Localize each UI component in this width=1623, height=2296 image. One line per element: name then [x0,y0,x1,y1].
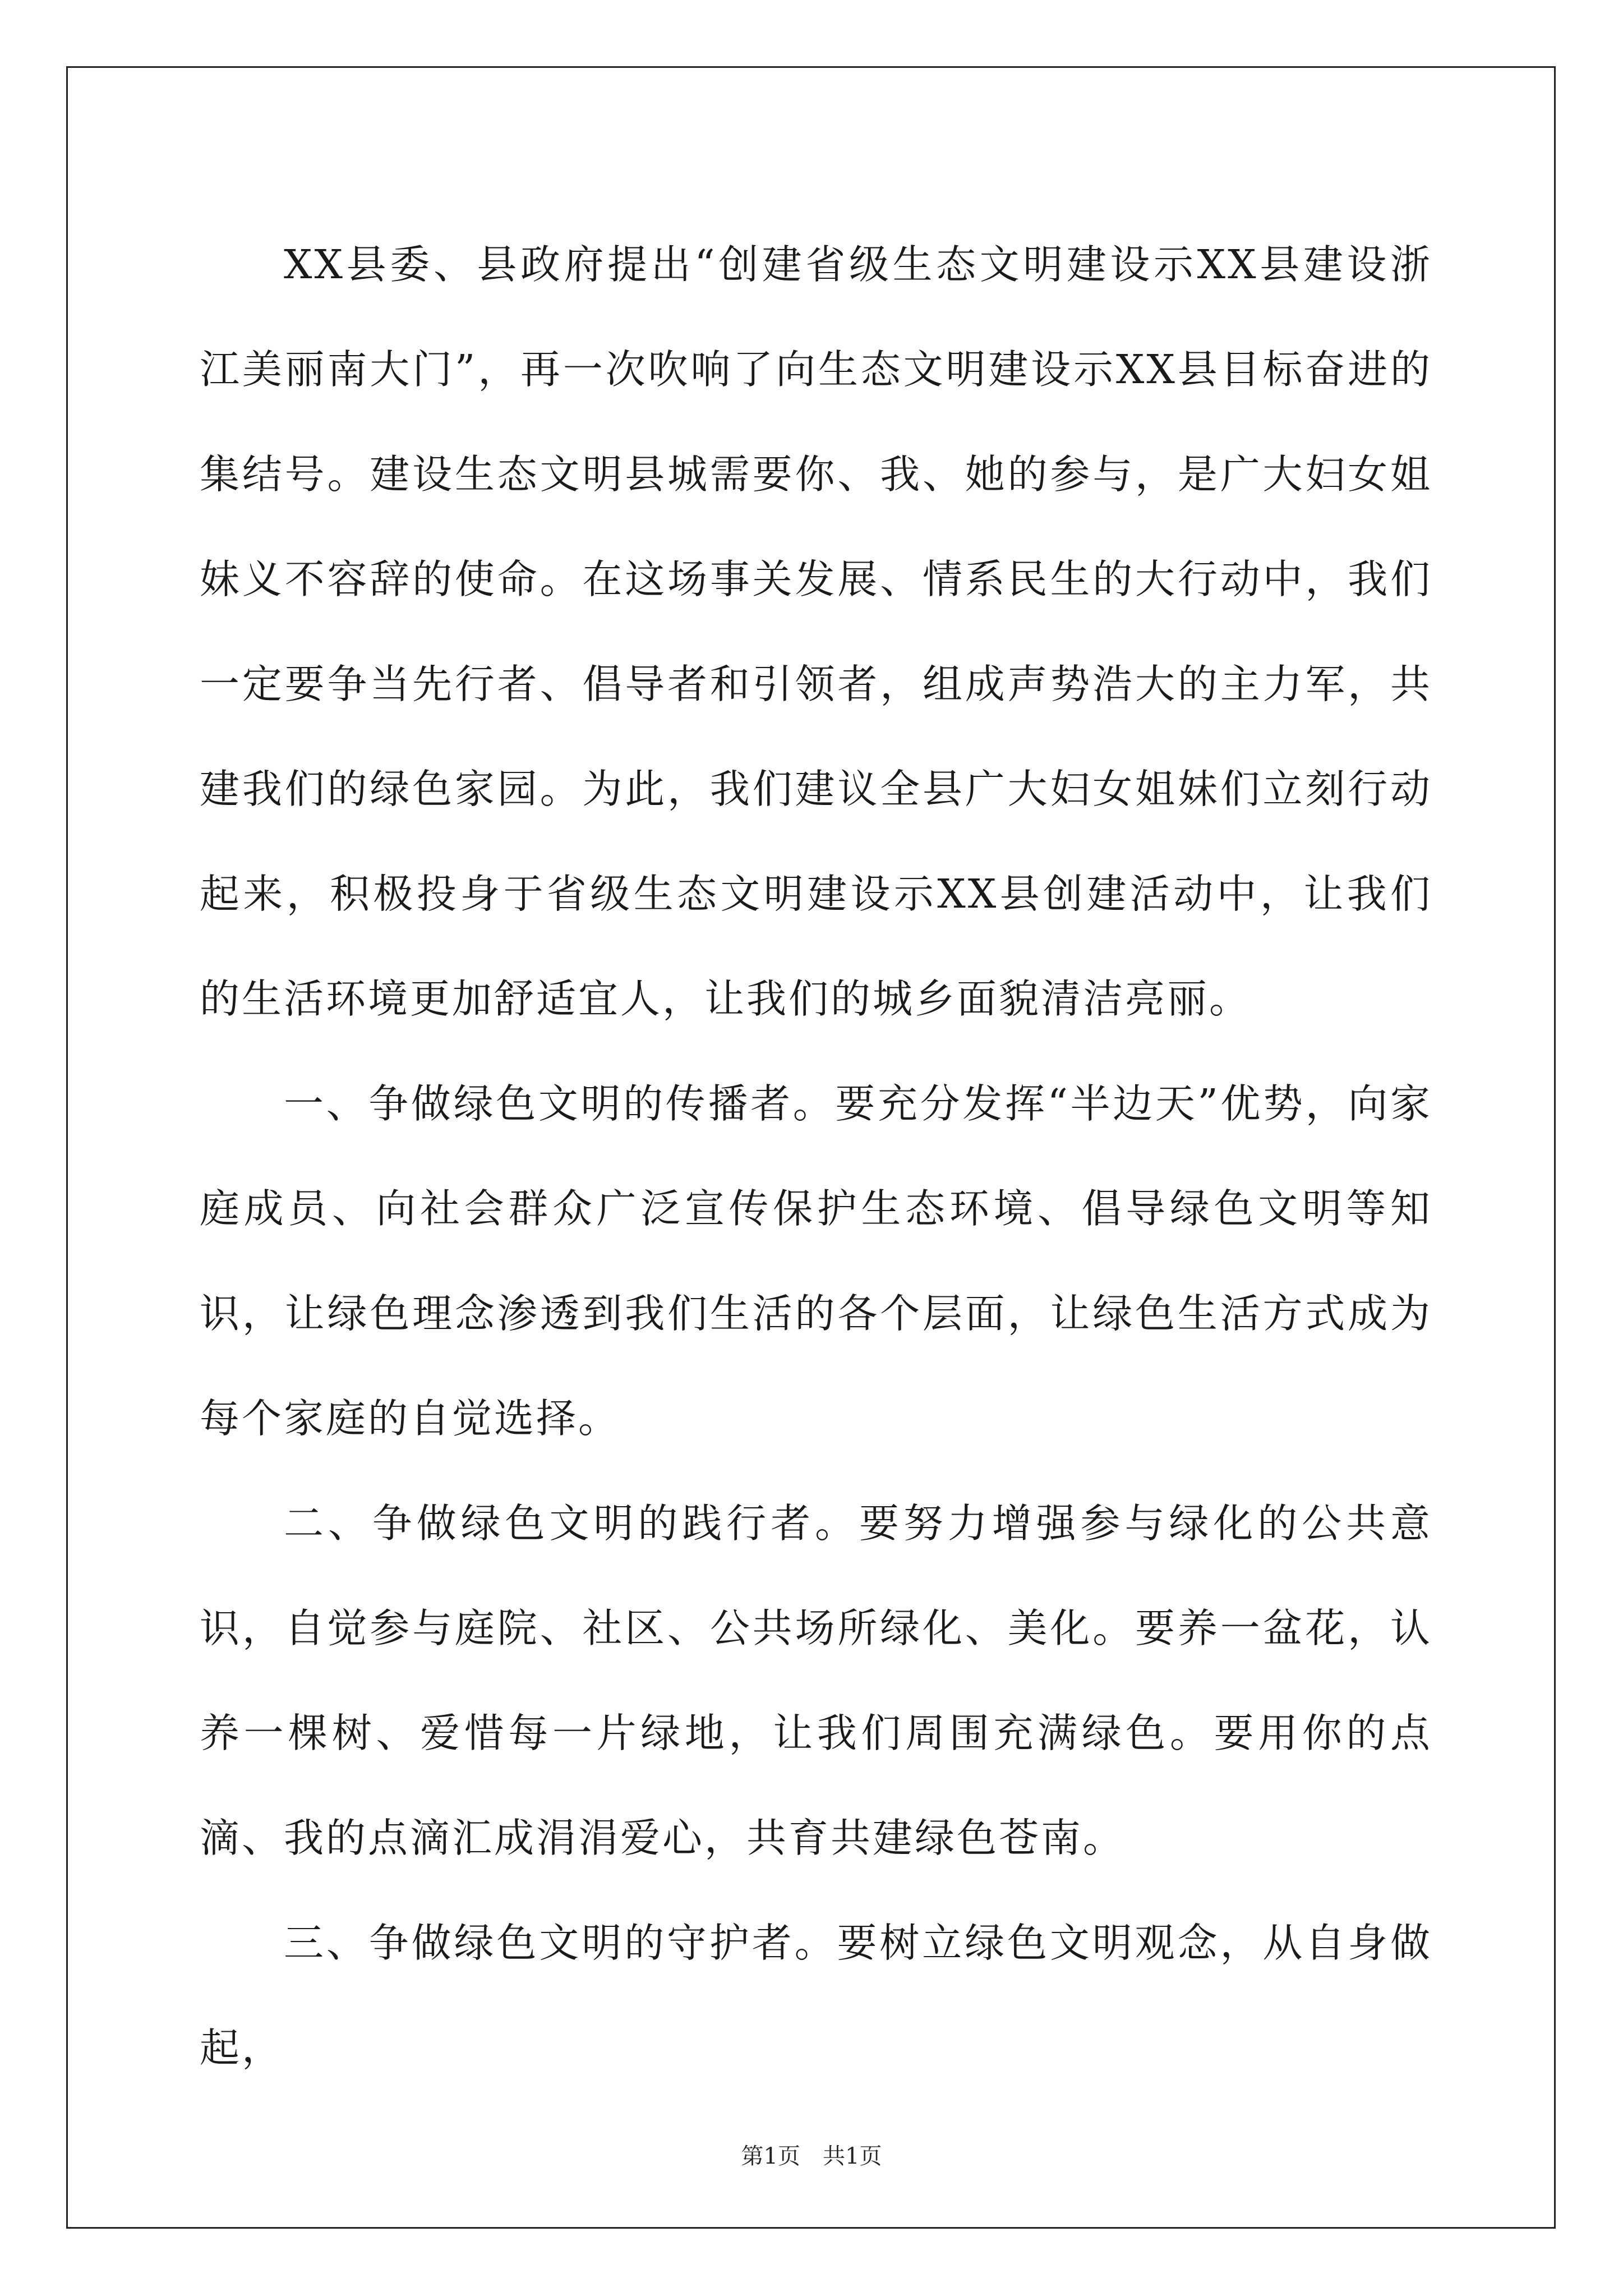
paragraph-point-three: 三、争做绿色文明的守护者。要树立绿色文明观念，从自身做起， [200,1920,1432,2071]
page-footer: 第1页 共1页 [741,2143,882,2169]
paragraph-point-two: 二、争做绿色文明的践行者。要努力增强参与绿化的公共意识，自觉参与庭院、社区、公共场所绿化、美化。要养一盆花，认养一棵树、爱惜每一片绿地，让我们周围充满绿色。要用你的点滴、我的点滴汇成涓涓爱心，共育共建绿色苍南。 [200,1500,1432,1861]
document-body [200,212,1432,2100]
paragraph-intro: XX县委、县政府提出“创建省级生态文明建设示XX县建设浙江美丽南大门”，再一次吹响了向生态文明建设示XX县目标奋进的集结号。建设生态文明县城需要你、我、她的参与，是广大妇女姐妹义不容辞的使命。在这场事关发展、情系民生的大行动中，我们一定要争当先行者、倡导者和引领者，组成声势浩大的主力军，共建我们的绿色家园。为此，我们建议全县广大妇女姐妹们立刻行动起来，积极投身于省级生态文明建设示XX县创建活动中，让我们的生活环境更加舒适宜人，让我们的城乡面貌清洁亮丽。 [200,241,1432,1022]
paragraph-point-one: 一、争做绿色文明的传播者。要充分发挥“半边天”优势，向家庭成员、向社会群众广泛宣传保护生态环境、倡导绿色文明等知识，让绿色理念渗透到我们生活的各个层面，让绿色生活方式成为每个家庭的自觉选择。 [200,1080,1432,1442]
